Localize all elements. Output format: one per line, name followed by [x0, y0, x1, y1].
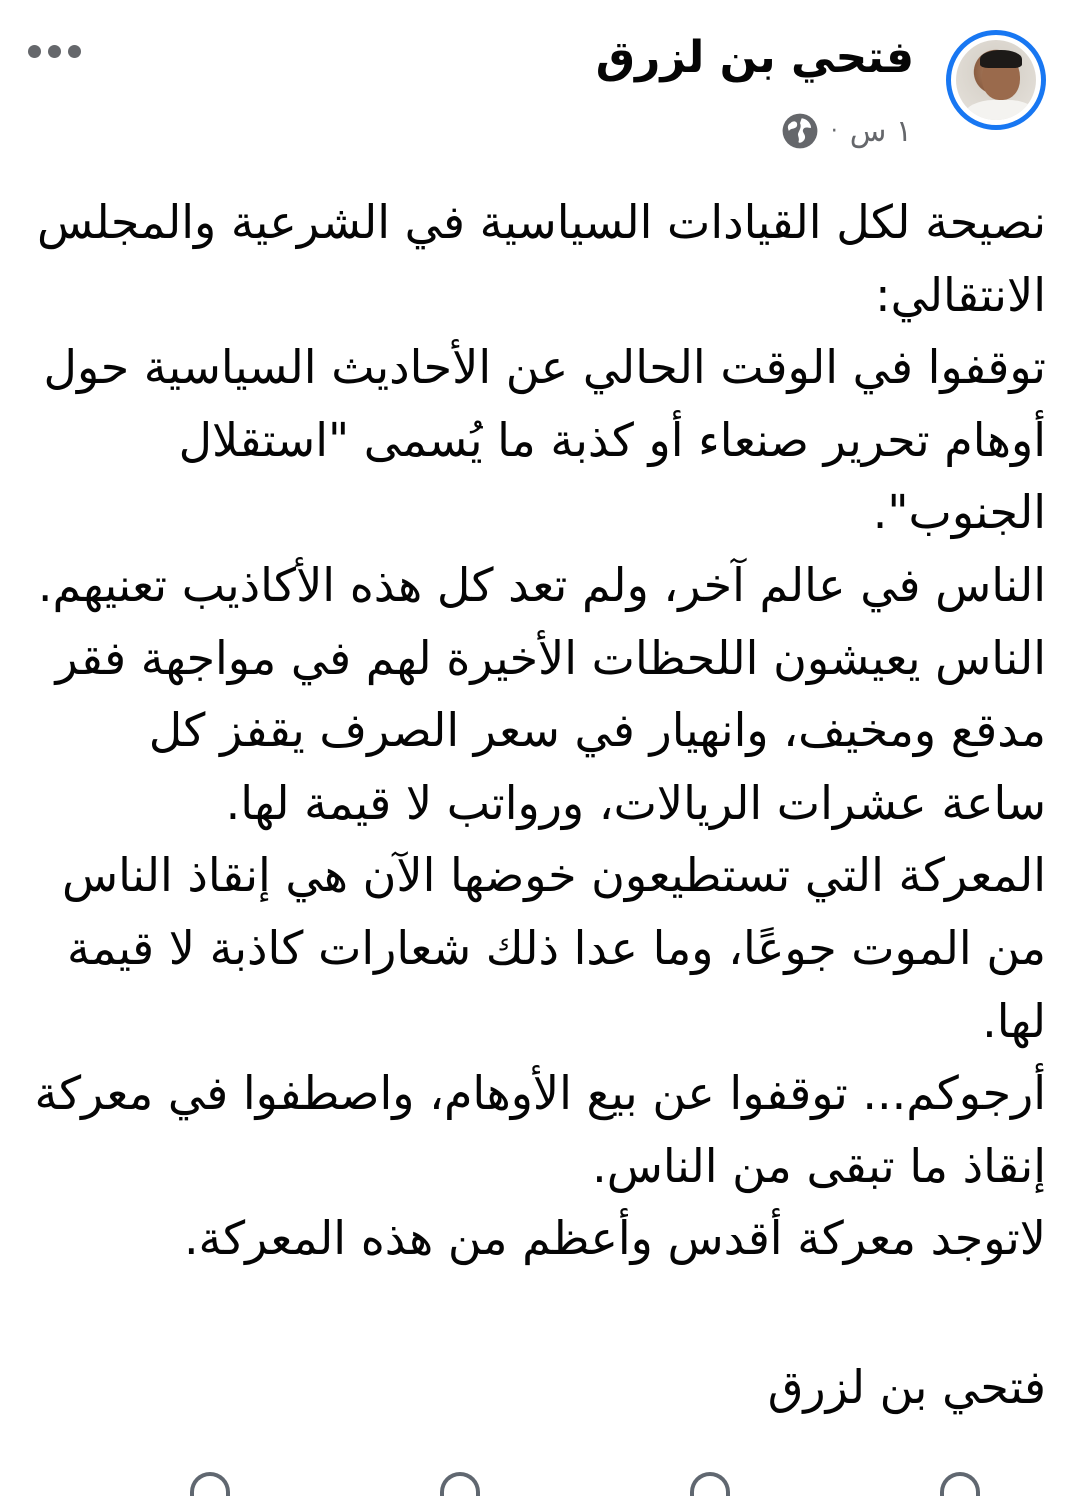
- meta-separator: ·: [830, 118, 838, 144]
- reactions-icon[interactable]: [940, 1472, 980, 1496]
- author-name[interactable]: فتحي بن لزرق: [595, 32, 914, 83]
- post-meta: [781, 112, 912, 150]
- post-paragraph: الناس يعيشون اللحظات الأخيرة لهم في مواجهة فقر مدقع ومخيف، وانهيار في سعر الصرف يقفز كل ساعة عشرات الريالات، ورواتب لا قيمة لها.: [55, 630, 1046, 830]
- post-paragraph: الناس في عالم آخر، ولم تعد كل هذه الأكاذيب تعنيهم.: [37, 557, 1046, 612]
- globe-icon[interactable]: [781, 112, 819, 150]
- avatar-shirt-shape: [964, 100, 1036, 120]
- post-paragraph: توقفوا في الوقت الحالي عن الأحاديث السياسية حول أوهام تحرير صنعاء أو كذبة ما يُسمى "استقلال الجنوب".: [43, 340, 1046, 540]
- more-dot: [68, 45, 81, 58]
- post-paragraph: أرجوكم... توقفوا عن بيع الأوهام، واصطفوا في معركة إنقاذ ما تبقى من الناس.: [34, 1066, 1046, 1193]
- comment-icon[interactable]: [440, 1472, 480, 1496]
- more-options-icon[interactable]: [28, 36, 84, 66]
- post-paragraph: المعركة التي تستطيعون خوضها الآن هي إنقاذ الناس من الموت جوعًا، وما عدا ذلك شعارات كاذبة لا قيمة لها.: [61, 848, 1046, 1048]
- post-signature: فتحي بن لزرق: [767, 1360, 1046, 1414]
- more-dot: [28, 45, 41, 58]
- more-dot: [48, 45, 61, 58]
- avatar-photo: [956, 40, 1036, 120]
- post-paragraph: نصيحة لكل القيادات السياسية في الشرعية والمجلس الانتقالي:: [37, 195, 1046, 322]
- share-icon[interactable]: [690, 1472, 730, 1496]
- post-time[interactable]: ١ س: [849, 113, 912, 149]
- post-paragraph: لاتوجد معركة أقدس وأعظم من هذه المعركة.: [183, 1211, 1046, 1266]
- reaction-bar: [0, 1468, 1080, 1496]
- post-text: [32, 186, 1046, 1275]
- author-avatar[interactable]: [946, 30, 1046, 130]
- like-icon[interactable]: [190, 1472, 230, 1496]
- avatar-hair-shape: [980, 50, 1022, 68]
